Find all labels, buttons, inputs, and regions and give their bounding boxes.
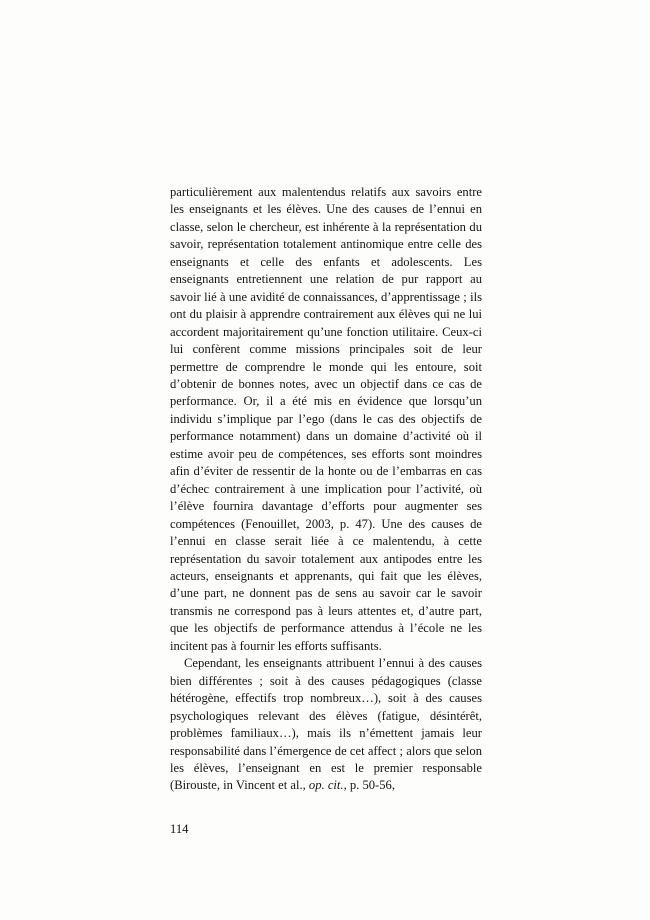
paragraph-continuation: particulièrement aux malentendus relatifs aux savoirs entre les enseignants et les élèves. Une des causes de l’ennui en classe, selon le chercheur, est inhérente à la représentation du savoir, représentation totalement antinomique entre celle des enseignants et celle des enfants et adolescents. Les enseignants entretiennent une relation de pur rapport au savoir lié à une avidité de connaissances, d’apprentissage ; ils ont du plaisir à apprendre contrairement aux élèves qui ne lui accordent majoritairement qu’une fonction utilitaire. Ceux-ci lui confèrent comme missions principales soit de leur permettre de comprendre le monde qui les entoure, soit d’obtenir de bonnes notes, avec un objectif dans ce cas de performance. Or, il a été mis en évidence que lorsqu’un individu s’implique par l’ego (dans le cas des objectifs de performance notamment) dans un domaine d’activité où il estime avoir peu de compétences, ses efforts sont moindres afin d’éviter de ressentir de la honte ou de l’embarras en cas d’échec contrairement à une implication pour l’activité, où l’élève fournira davantage d’efforts pour augmenter ses compétences (Fenouillet, 2003, p. 47). Une des causes de l’ennui en classe serait liée à ce malentendu, à cette représentation du savoir totalement aux antipodes entre les acteurs, enseignants et apprenants, qui fait que les élèves, d’une part, ne donnent pas de sens au savoir car le savoir transmis ne correspond pas à leurs attentes et, d’autre part, que les objectifs de performance attendus à l’école ne les incitent pas à fournir les efforts suffisants.: [170, 185, 482, 653]
paragraph-text-end: , p. 50-56,: [343, 778, 395, 793]
text-block: [170, 184, 482, 795]
paragraph-text-start: Cependant, les enseignants attribuent l’ennui à des causes bien différentes ; soit à des causes pédagogiques (classe hétérogène, effectifs trop nombreux…), soit à des causes psychologiques relevant des élèves (fatigue, désintérêt, problèmes familiaux…), mais ils n’émettent jamais leur responsabilité dans l’émergence de cet affect ; alors que selon les élèves, l’enseignant en est le premier responsable (Birouste, in Vincent et al.,: [170, 656, 482, 793]
paragraph-cependant: [170, 655, 482, 795]
op-cit-italic: op. cit.: [308, 778, 344, 793]
page-number: 114: [170, 822, 189, 836]
